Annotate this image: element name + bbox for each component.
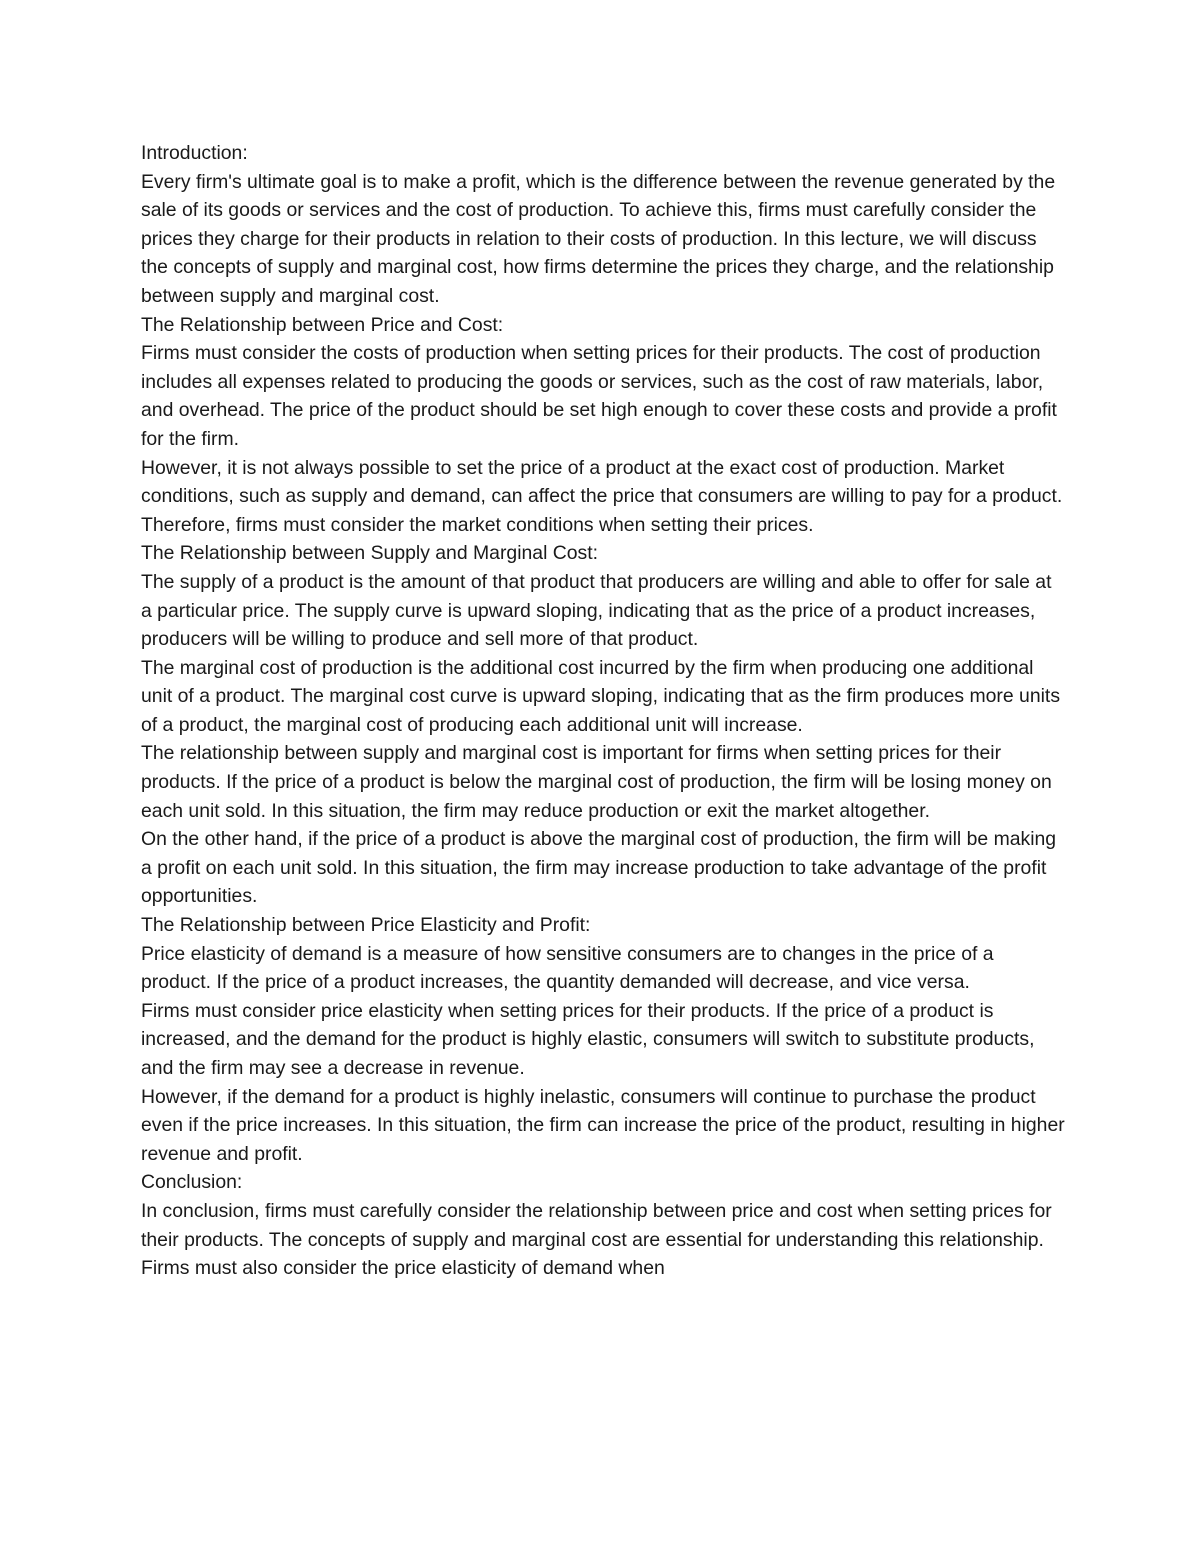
paragraph-inelastic-demand: However, if the demand for a product is highly inelastic, consumers will continue to purchase the product even if the price increases. In this situation, the firm can increase the price of the product, resulting in higher revenue and profit. xyxy=(141,1085,1065,1165)
document-page xyxy=(141,139,1066,1283)
section-heading-conclusion: Conclusion: xyxy=(141,1171,243,1194)
paragraph-conclusion: In conclusion, firms must carefully consider the relationship between price and cost when setting prices for their products. The concepts of supply and marginal cost are essential for understanding this relationship. Firms must also consider the price elasticity of demand when xyxy=(141,1199,1052,1280)
section-heading-price-elasticity: The Relationship between Price Elasticity and Profit: xyxy=(141,914,591,937)
paragraph-production-costs: Firms must consider the costs of production when setting prices for their products. The cost of production includes all expenses related to producing the goods or services, such as the cost of raw materials, labor, and overhead. The price of the product should be set high enough to cover these costs and provide a profit for the firm. xyxy=(141,342,1057,450)
section-heading-price-and-cost: The Relationship between Price and Cost: xyxy=(141,313,504,336)
paragraph-market-conditions: However, it is not always possible to set the price of a product at the exact cost of production. Market conditions, such as supply and demand, can affect the price that consumers are willing to pay for a product. Therefore, firms must consider the market conditions when setting their prices. xyxy=(141,456,1063,536)
paragraph-supply-curve: The supply of a product is the amount of that product that producers are willing and able to offer for sale at a particular price. The supply curve is upward sloping, indicating that as the price of a product increases, producers will be willing to produce and sell more of that product. xyxy=(141,570,1052,651)
paragraph-price-below-marginal-cost: The relationship between supply and marginal cost is important for firms when setting prices for their products. If the price of a product is below the marginal cost of production, the firm will be losing money on each unit sold. In this situation, the firm may reduce production or exit the market altogether. xyxy=(141,742,1052,822)
paragraph-elastic-demand: Firms must consider price elasticity when setting prices for their products. If the price of a product is increased, and the demand for the product is highly elastic, consumers will switch to substitute products, and the firm may see a decrease in revenue. xyxy=(141,999,1035,1079)
paragraph-marginal-cost: The marginal cost of production is the additional cost incurred by the firm when producing one additional unit of a product. The marginal cost curve is upward sloping, indicating that as the firm produces more units of a product, the marginal cost of producing each additional unit will increase. xyxy=(141,656,1061,736)
section-heading-introduction: Introduction: xyxy=(141,142,248,164)
section-heading-supply-and-marginal-cost: The Relationship between Supply and Marginal Cost: xyxy=(141,542,599,565)
paragraph-elasticity-definition: Price elasticity of demand is a measure of how sensitive consumers are to changes in the price of a product. If the price of a product increases, the quantity demanded will decrease, and vice versa. xyxy=(141,942,994,994)
paragraph-introduction: Every firm's ultimate goal is to make a profit, which is the difference between the revenue generated by the sale of its goods or services and the cost of production. To achieve this, firms must carefully consider the prices they charge for their products in relation to their costs of production. In this lecture, we will discuss the concepts of supply and marginal cost, how firms determine the prices they charge, and the relationship between supply and marginal cost. xyxy=(141,170,1056,307)
paragraph-price-above-marginal-cost: On the other hand, if the price of a product is above the marginal cost of production, the firm will be making a profit on each unit sold. In this situation, the firm may increase production to take advantage of the profit opportunities. xyxy=(141,828,1057,908)
